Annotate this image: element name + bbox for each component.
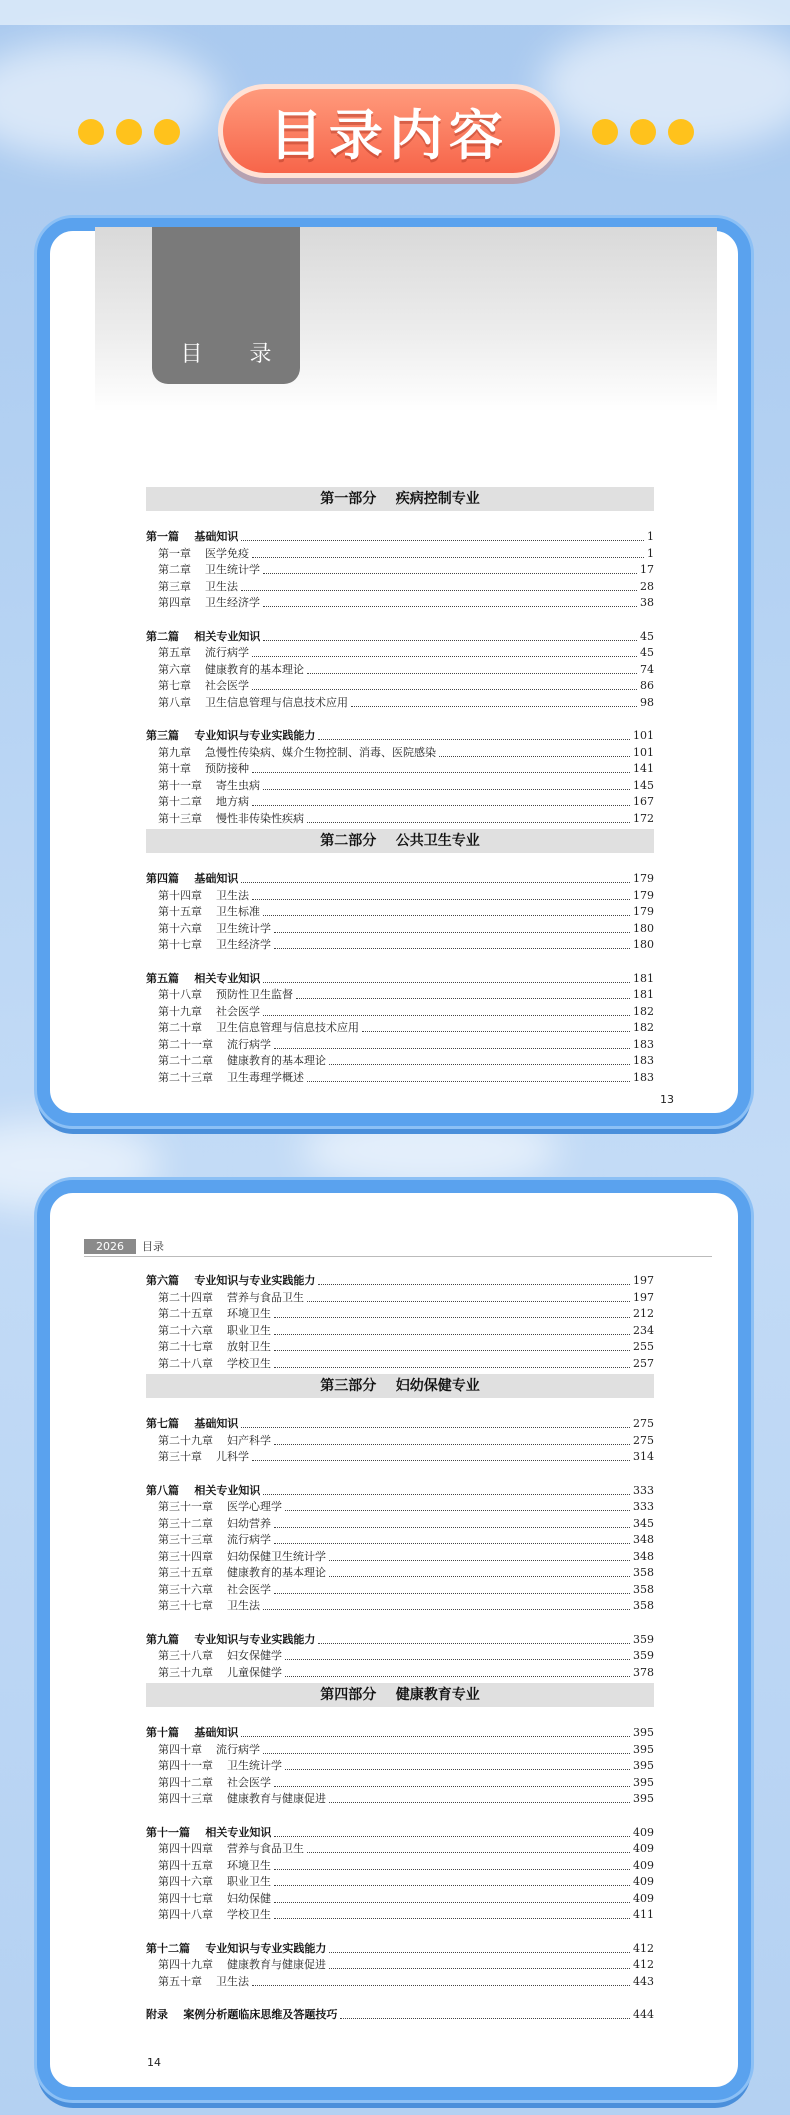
dot-leader	[241, 1427, 630, 1428]
toc-page-number: 98	[640, 695, 654, 709]
dot-leader	[263, 1015, 630, 1016]
toc-chapter-row[interactable]	[158, 562, 654, 578]
dot-leader	[241, 882, 630, 883]
dot-leader	[318, 1643, 630, 1644]
toc-page-number: 378	[633, 1665, 654, 1679]
toc-page-number: 167	[633, 795, 654, 808]
toc-section-row[interactable]	[146, 1632, 654, 1648]
toc-page-number: 359	[633, 1632, 654, 1646]
toc-chapter-row[interactable]	[158, 1598, 654, 1614]
dot-leader	[263, 1753, 630, 1754]
toc-tab-title: 目 录	[180, 342, 292, 367]
toc-page-number: 255	[633, 1340, 654, 1353]
toc-page-number: 409	[633, 1825, 654, 1839]
dot-leader	[318, 1284, 630, 1285]
toc-page-number: 358	[633, 1599, 654, 1612]
toc-section-row[interactable]	[146, 871, 654, 887]
toc-chapter-row[interactable]	[158, 1004, 654, 1020]
toc-chapter-row[interactable]	[158, 987, 654, 1003]
dot-leader	[252, 557, 644, 558]
toc-entry-title: 第五章 流行病学	[158, 646, 249, 659]
toc-page-number: 234	[633, 1323, 654, 1337]
toc-entry-title: 第十二篇 专业知识与专业实践能力	[146, 1941, 327, 1955]
toc-entry-title: 第十九章 社会医学	[158, 1004, 260, 1018]
dot-leader	[274, 1367, 630, 1368]
toc-entry-title: 第十章 预防接种	[158, 762, 249, 775]
dot-leader	[241, 1736, 630, 1737]
toc-entry-title: 第十四章 卫生法	[158, 888, 249, 902]
toc-section-row[interactable]	[146, 1483, 654, 1499]
toc-chapter-row[interactable]	[158, 1907, 654, 1923]
toc-entry-title: 第七章 社会医学	[158, 679, 249, 692]
toc-chapter-row[interactable]	[158, 778, 654, 794]
toc-entry-title: 第九章 急慢性传染病、媒介生物控制、消毒、医院感染	[158, 745, 436, 759]
toc-page-number: 172	[633, 811, 654, 825]
dot-leader	[241, 540, 644, 541]
toc-chapter-row[interactable]	[158, 1516, 654, 1532]
toc-page-number: 183	[633, 1054, 654, 1067]
toc-chapter-row[interactable]	[158, 1449, 654, 1465]
toc-page-number: 141	[633, 762, 654, 775]
dot-leader	[285, 1510, 630, 1511]
toc-entry-title: 第三十五章 健康教育的基本理论	[158, 1566, 326, 1579]
dot-leader	[318, 739, 630, 740]
toc-entry-title: 第十三章 慢性非传染性疾病	[158, 811, 304, 825]
dot-leader	[252, 689, 637, 690]
cloud-decoration	[0, 40, 220, 160]
toc-page-number: 409	[633, 1891, 654, 1905]
toc-entry-title: 附录 案例分析题临床思维及答题技巧	[146, 2008, 338, 2021]
toc-chapter-row[interactable]	[158, 1290, 654, 1306]
toc-page-number: 17	[640, 563, 654, 576]
dot-decoration	[78, 119, 104, 145]
toc-chapter-row[interactable]	[158, 1957, 654, 1973]
dot-leader	[329, 1952, 630, 1953]
toc-entry-title: 第五篇 相关专业知识	[146, 971, 261, 985]
toc-page-number: 181	[633, 988, 654, 1001]
toc-entry-title: 第二十八章 学校卫生	[158, 1356, 271, 1370]
toc-page-number: 358	[633, 1566, 654, 1579]
dot-leader	[296, 998, 630, 999]
dot-leader	[274, 1527, 630, 1528]
dot-leader	[362, 1031, 630, 1032]
toc-chapter-row[interactable]	[158, 546, 654, 562]
running-header	[84, 1238, 164, 1254]
toc-entry-title: 第四章 卫生经济学	[158, 596, 260, 609]
dot-leader	[340, 2018, 630, 2019]
dot-leader	[307, 1081, 630, 1082]
toc-chapter-row[interactable]	[158, 1356, 654, 1372]
toc-section-row[interactable]	[146, 1725, 654, 1741]
dot-leader	[252, 805, 630, 806]
dot-leader	[252, 1985, 630, 1986]
toc-entry-title: 第四十四章 营养与食品卫生	[158, 1842, 304, 1855]
toc-entry-title: 第四十五章 环境卫生	[158, 1858, 271, 1872]
toc-chapter-row[interactable]	[158, 1549, 654, 1565]
toc-chapter-row[interactable]	[158, 1891, 654, 1907]
toc-page-number: 409	[633, 1875, 654, 1888]
toc-chapter-row[interactable]	[158, 1874, 654, 1890]
part-heading	[146, 829, 654, 853]
toc-entry-title: 第三十一章 医学心理学	[158, 1500, 282, 1513]
toc-entry-title: 第九篇 专业知识与专业实践能力	[146, 1632, 316, 1646]
toc-page-number: 1	[647, 530, 654, 543]
toc-section-row[interactable]	[146, 1273, 654, 1289]
toc-chapter-row[interactable]	[158, 1323, 654, 1339]
toc-entry-title: 第四十八章 学校卫生	[158, 1908, 271, 1921]
toc-entry-title: 第四十一章 卫生统计学	[158, 1759, 282, 1772]
toc-page-number: 345	[633, 1516, 654, 1530]
toc-chapter-row[interactable]	[158, 1433, 654, 1449]
toc-chapter-row[interactable]	[158, 1841, 654, 1857]
dot-leader	[329, 1802, 630, 1803]
toc-entry-title: 第八篇 相关专业知识	[146, 1483, 261, 1497]
toc-chapter-row[interactable]	[158, 1775, 654, 1791]
toc-chapter-row[interactable]	[158, 811, 654, 827]
toc-entry-title: 第三章 卫生法	[158, 579, 238, 593]
toc-page-number: 348	[633, 1549, 654, 1563]
dot-leader	[274, 1786, 630, 1787]
dot-decoration	[116, 119, 142, 145]
toc-page-number: 179	[633, 905, 654, 918]
toc-page-number: 183	[633, 1037, 654, 1051]
toc-entry-title: 第十七章 卫生经济学	[158, 938, 271, 951]
dot-leader	[329, 1576, 630, 1577]
toc-entry-title: 第十六章 卫生统计学	[158, 921, 271, 935]
toc-chapter-row[interactable]	[158, 761, 654, 777]
toc-entry-title: 第二篇 相关专业知识	[146, 629, 261, 643]
toc-chapter-row[interactable]	[158, 794, 654, 810]
dot-leader	[263, 1494, 630, 1495]
toc-entry-title: 第四十章 流行病学	[158, 1742, 260, 1756]
toc-chapter-row[interactable]	[158, 662, 654, 678]
toc-chapter-row[interactable]	[158, 1742, 654, 1758]
toc-page-number: 275	[633, 1417, 654, 1430]
toc-section-row[interactable]	[146, 629, 654, 645]
toc-section-row[interactable]	[146, 2007, 654, 2023]
toc-page-number: 275	[633, 1433, 654, 1447]
toc-entry-title: 第三十二章 妇幼营养	[158, 1516, 271, 1530]
page-number: 14	[147, 2056, 161, 2069]
toc-page-number: 412	[633, 1941, 654, 1955]
toc-entry-title: 第四十九章 健康教育与健康促进	[158, 1958, 326, 1971]
toc-entry-title: 第三十四章 妇幼保健卫生统计学	[158, 1549, 326, 1563]
dot-leader	[329, 1064, 630, 1065]
dot-leader	[263, 789, 630, 790]
toc-page-number: 412	[633, 1958, 654, 1971]
dot-leader	[274, 1350, 630, 1351]
toc-chapter-row[interactable]	[158, 1974, 654, 1990]
toc-chapter-row[interactable]	[158, 1665, 654, 1681]
toc-page-number: 395	[633, 1742, 654, 1756]
dot-leader	[274, 1317, 630, 1318]
toc-entry-title: 第六章 健康教育的基本理论	[158, 662, 304, 676]
dot-leader	[274, 1836, 630, 1837]
toc-page-number: 443	[633, 1974, 654, 1988]
dot-leader	[252, 772, 630, 773]
toc-page-number: 179	[633, 888, 654, 902]
toc-chapter-row[interactable]	[158, 579, 654, 595]
toc-page-number: 181	[633, 971, 654, 985]
toc-page-number: 101	[633, 729, 654, 742]
toc-chapter-row[interactable]	[158, 1791, 654, 1807]
toc-entry-title: 第四十六章 职业卫生	[158, 1875, 271, 1888]
dot-leader	[307, 673, 637, 674]
toc-page-number: 409	[633, 1858, 654, 1872]
toc-section-row[interactable]	[146, 971, 654, 987]
toc-entry-title: 第二十二章 健康教育的基本理论	[158, 1054, 326, 1067]
toc-page-number: 38	[640, 596, 654, 609]
toc-chapter-row[interactable]	[158, 1070, 654, 1086]
toc-entry-title: 第六篇 专业知识与专业实践能力	[146, 1274, 316, 1287]
toc-chapter-row[interactable]	[158, 1306, 654, 1322]
toc-entry-title: 第三十章 儿科学	[158, 1450, 249, 1463]
toc-chapter-row[interactable]	[158, 1582, 654, 1598]
toc-entry-title: 第二十九章 妇产科学	[158, 1433, 271, 1447]
dot-leader	[274, 948, 630, 949]
toc-page-number: 180	[633, 921, 654, 935]
dot-leader	[285, 1769, 630, 1770]
dot-leader	[263, 982, 630, 983]
toc-page-number: 197	[633, 1274, 654, 1287]
toc-page-number: 333	[633, 1483, 654, 1497]
toc-chapter-row[interactable]	[158, 921, 654, 937]
dot-leader	[307, 1852, 630, 1853]
dot-decoration	[630, 119, 656, 145]
banner-title: 目录内容	[269, 103, 509, 167]
toc-entry-title: 第一篇 基础知识	[146, 530, 239, 543]
dot-leader	[274, 1334, 630, 1335]
toc-chapter-row[interactable]	[158, 1499, 654, 1515]
dot-decoration	[592, 119, 618, 145]
toc-page-number: 314	[633, 1450, 654, 1463]
toc-page-number: 74	[640, 662, 654, 676]
toc-chapter-row[interactable]	[158, 1339, 654, 1355]
dot-leader	[274, 1048, 630, 1049]
toc-page-number: 1	[647, 546, 654, 560]
dot-leader	[263, 573, 637, 574]
toc-page-number: 444	[633, 2008, 654, 2021]
dot-decoration	[154, 119, 180, 145]
dot-leader	[241, 590, 637, 591]
dot-leader	[285, 1676, 630, 1677]
part-heading-label: 第三部分 妇幼保健专业	[320, 1378, 480, 1394]
toc-entry-title: 第二十六章 职业卫生	[158, 1323, 271, 1337]
page-number: 13	[660, 1093, 674, 1106]
toc-chapter-row[interactable]	[158, 1758, 654, 1774]
toc-chapter-row[interactable]	[158, 1532, 654, 1548]
toc-entry-title: 第十一篇 相关专业知识	[146, 1825, 272, 1839]
dot-leader	[307, 822, 630, 823]
toc-page-number: 86	[640, 679, 654, 692]
toc-page-number: 45	[640, 646, 654, 659]
toc-chapter-row[interactable]	[158, 1565, 654, 1581]
toc-entry-title: 第二十七章 放射卫生	[158, 1340, 271, 1353]
part-heading-label: 第一部分 疾病控制专业	[320, 491, 480, 507]
toc-entry-title: 第七篇 基础知识	[146, 1417, 239, 1430]
toc-entry-title: 第十一章 寄生虫病	[158, 778, 260, 792]
toc-page-number: 257	[633, 1356, 654, 1370]
toc-page-number: 395	[633, 1759, 654, 1772]
toc-chapter-row[interactable]	[158, 678, 654, 694]
toc-entry-title: 第四十二章 社会医学	[158, 1775, 271, 1789]
toc-chapter-row[interactable]	[158, 937, 654, 953]
toc-page-number: 182	[633, 1004, 654, 1018]
dot-leader	[274, 932, 630, 933]
toc-page-card-1	[37, 218, 751, 1126]
toc-page-number: 45	[640, 629, 654, 643]
toc-entry-title: 第二十四章 营养与食品卫生	[158, 1290, 304, 1304]
toc-tab	[152, 227, 300, 384]
toc-entry-title: 第二十三章 卫生毒理学概述	[158, 1070, 304, 1084]
toc-page-number: 212	[633, 1307, 654, 1320]
toc-entry-title: 第十篇 基础知识	[146, 1726, 239, 1739]
toc-page-number: 183	[633, 1070, 654, 1084]
dot-leader	[252, 899, 630, 900]
toc-chapter-row[interactable]	[158, 1053, 654, 1069]
toc-entry-title: 第四篇 基础知识	[146, 872, 239, 885]
toc-page-number: 409	[633, 1842, 654, 1855]
toc-entry-title: 第十八章 预防性卫生监督	[158, 988, 293, 1001]
dot-decoration	[668, 119, 694, 145]
part-heading	[146, 1374, 654, 1398]
toc-chapter-row[interactable]	[158, 645, 654, 661]
toc-page-number: 101	[633, 745, 654, 759]
dot-leader	[285, 1659, 630, 1660]
toc-entry-title: 第三十八章 妇女保健学	[158, 1649, 282, 1662]
toc-entry-title: 第三十三章 流行病学	[158, 1533, 271, 1546]
toc-page-number: 179	[633, 872, 654, 885]
toc-chapter-row[interactable]	[158, 1648, 654, 1664]
toc-entry-title: 第二十章 卫生信息管理与信息技术应用	[158, 1021, 359, 1034]
toc-section-row[interactable]	[146, 1941, 654, 1957]
toc-chapter-row[interactable]	[158, 745, 654, 761]
toc-chapter-row[interactable]	[158, 1020, 654, 1036]
toc-section-row[interactable]	[146, 529, 654, 545]
toc-entry-title: 第三十六章 社会医学	[158, 1582, 271, 1596]
cloud-decoration	[540, 20, 790, 150]
dot-leader	[274, 1869, 630, 1870]
dot-leader	[252, 656, 637, 657]
part-heading	[146, 1683, 654, 1707]
toc-chapter-row[interactable]	[158, 1037, 654, 1053]
toc-entry-title: 第四十三章 健康教育与健康促进	[158, 1792, 326, 1805]
toc-entry-title: 第四十七章 妇幼保健	[158, 1891, 271, 1905]
dot-leader	[274, 1444, 630, 1445]
dot-leader	[263, 640, 637, 641]
toc-entry-title: 第一章 医学免疫	[158, 546, 249, 560]
dot-leader	[252, 1460, 630, 1461]
toc-chapter-row[interactable]	[158, 695, 654, 711]
toc-page-number: 395	[633, 1775, 654, 1789]
banner-title-pill	[218, 84, 560, 178]
toc-entry-title: 第二十五章 环境卫生	[158, 1307, 271, 1320]
dot-leader	[439, 756, 630, 757]
toc-page-number: 348	[633, 1533, 654, 1546]
dot-leader	[351, 706, 637, 707]
dot-leader	[274, 1593, 630, 1594]
toc-section-row[interactable]	[146, 728, 654, 744]
part-heading-label: 第四部分 健康教育专业	[320, 1687, 480, 1703]
toc-section-row[interactable]	[146, 1825, 654, 1841]
header-label: 目录	[142, 1240, 164, 1253]
toc-page-number: 358	[633, 1582, 654, 1596]
dot-leader	[307, 1301, 630, 1302]
dot-leader	[329, 1560, 630, 1561]
toc-chapter-row[interactable]	[158, 595, 654, 611]
dot-leader	[329, 1968, 630, 1969]
part-heading-label: 第二部分 公共卫生专业	[320, 833, 480, 849]
toc-section-row[interactable]	[146, 1416, 654, 1432]
toc-page-number: 359	[633, 1649, 654, 1662]
toc-entry-title: 第八章 卫生信息管理与信息技术应用	[158, 695, 348, 709]
toc-entry-title: 第十二章 地方病	[158, 795, 249, 808]
toc-page-number: 180	[633, 938, 654, 951]
toc-entry-title: 第十五章 卫生标准	[158, 905, 260, 918]
dot-leader	[274, 1885, 630, 1886]
toc-page-number: 395	[633, 1792, 654, 1805]
toc-chapter-row[interactable]	[158, 888, 654, 904]
toc-page-number: 333	[633, 1500, 654, 1513]
toc-chapter-row[interactable]	[158, 904, 654, 920]
part-heading	[146, 487, 654, 511]
toc-page-number: 182	[633, 1021, 654, 1034]
toc-page-card-2	[37, 1180, 751, 2100]
toc-page-number: 411	[633, 1908, 654, 1921]
header-year: 2026	[84, 1239, 136, 1254]
toc-entry-title: 第三十七章 卫生法	[158, 1599, 260, 1612]
dot-leader	[263, 915, 630, 916]
dot-leader	[263, 1609, 630, 1610]
dot-leader	[274, 1902, 630, 1903]
toc-page-number: 197	[633, 1290, 654, 1304]
toc-entry-title: 第三十九章 儿童保健学	[158, 1665, 282, 1679]
toc-entry-title: 第二章 卫生统计学	[158, 563, 260, 576]
toc-page-number: 145	[633, 778, 654, 792]
toc-entry-title: 第三篇 专业知识与专业实践能力	[146, 729, 316, 742]
dot-leader	[274, 1543, 630, 1544]
toc-entry-title: 第二十一章 流行病学	[158, 1037, 271, 1051]
dot-leader	[263, 606, 637, 607]
toc-page-number: 28	[640, 579, 654, 593]
header-rule	[84, 1256, 712, 1257]
dot-leader	[274, 1918, 630, 1919]
toc-chapter-row[interactable]	[158, 1858, 654, 1874]
toc-entry-title: 第五十章 卫生法	[158, 1974, 249, 1988]
toc-page-number: 395	[633, 1726, 654, 1739]
